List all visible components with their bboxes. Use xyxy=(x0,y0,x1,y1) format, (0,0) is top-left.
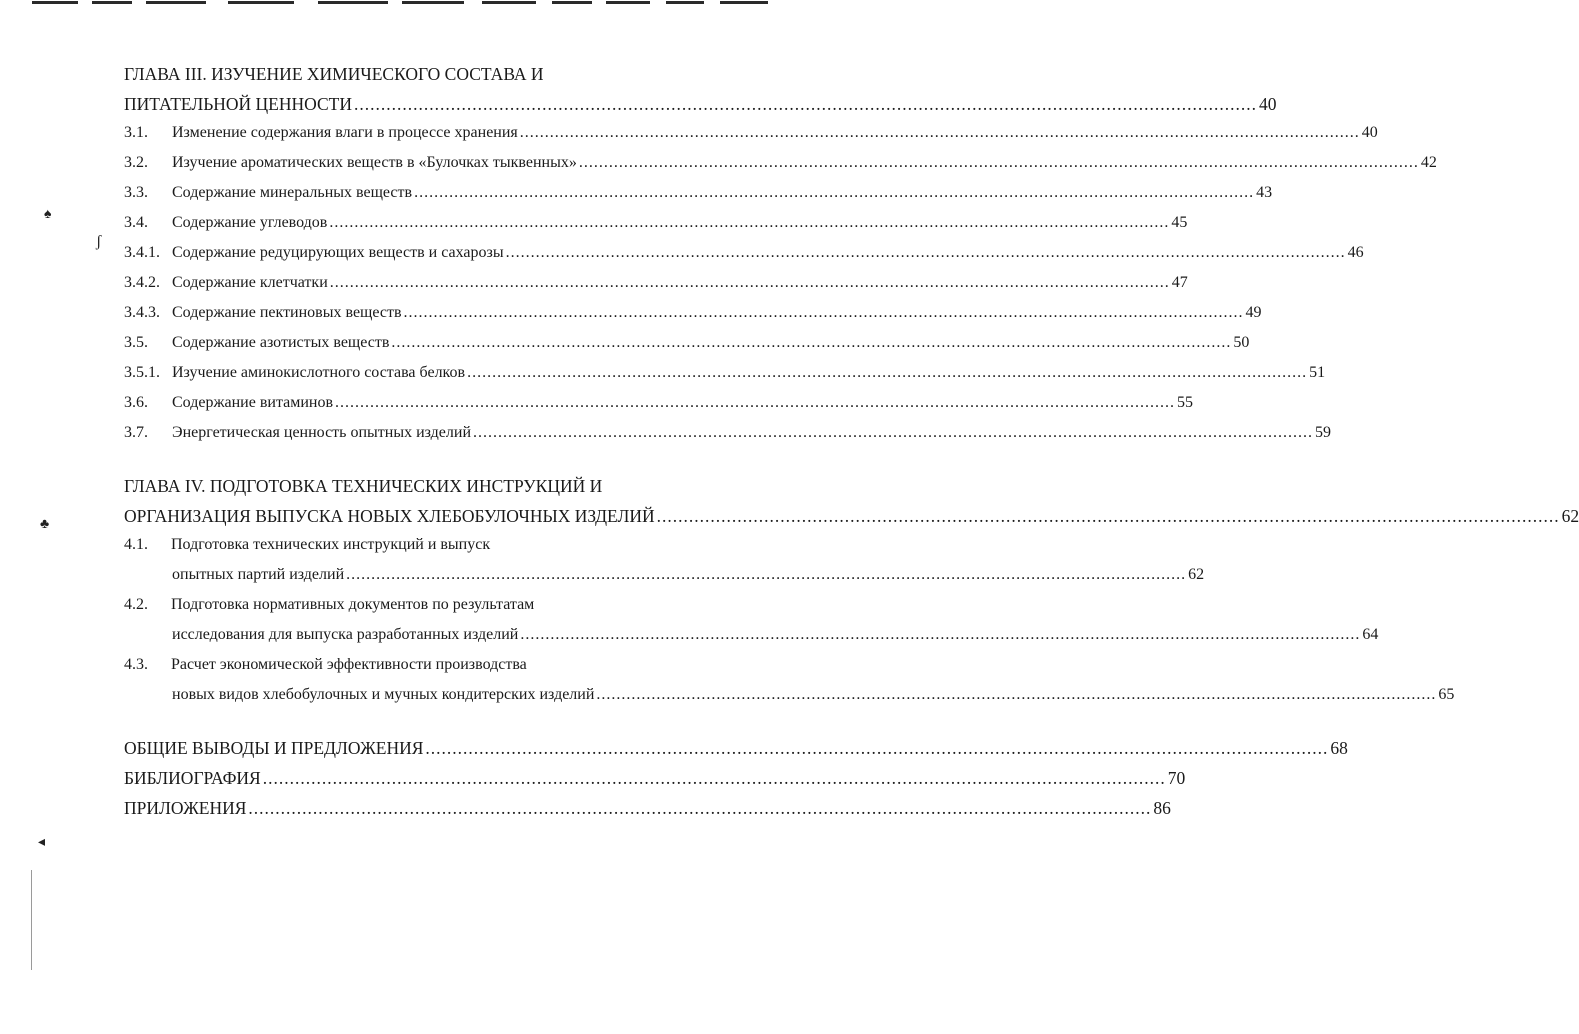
toc-item: 3.6. Содержание витаминов ..... 55 xyxy=(124,394,716,424)
page-number: 62 xyxy=(1561,506,1579,526)
scan-edge-artifact xyxy=(0,0,799,6)
toc-section-appendices: ПРИЛОЖЕНИЯ ..... 86 xyxy=(124,798,716,828)
chapter-3-heading-line2: ПИТАТЕЛЬНОЙ ЦЕННОСТИ ..... 40 xyxy=(124,94,716,124)
toc-item: 3.4. Содержание углеводов ..... 45 xyxy=(124,214,716,244)
toc-item: 3.4.3. Содержание пектиновых веществ ..... 49 xyxy=(124,304,716,334)
dot-leader xyxy=(657,506,1560,527)
toc-item: 3.2. Изучение ароматических веществ в «Булочках тыквенных» ..... 42 xyxy=(124,154,716,184)
toc-item: 3.4.1. Содержание редуцирующих веществ и сахарозы ..... 46 xyxy=(124,244,716,274)
scan-speck: ♣ xyxy=(40,517,50,532)
toc-item: 3.7. Энергетическая ценность опытных изделий ..... 59 xyxy=(124,424,716,454)
scan-speck: ʃ xyxy=(96,233,102,250)
scan-speck: ♠ xyxy=(44,207,52,222)
toc-item: 4.3. Расчет экономической эффективности производства xyxy=(124,656,527,673)
toc-section-bibliography: БИБЛИОГРАФИЯ ..... 70 xyxy=(124,768,716,798)
table-of-contents xyxy=(124,64,1579,828)
toc-item: 4.2. Подготовка нормативных документов по результатам xyxy=(124,596,535,613)
toc-item-continuation: новых видов хлебобулочных и мучных кондитерских изделий ..... 65 xyxy=(124,686,716,716)
chapter-4-items xyxy=(124,536,1455,716)
page-number: 40 xyxy=(1259,94,1277,114)
toc-item: 3.5. Содержание азотистых веществ ..... 50 xyxy=(124,334,716,364)
scan-margin-line xyxy=(31,870,32,970)
scan-speck: ◂ xyxy=(38,835,46,850)
toc-item: 3.4.2. Содержание клетчатки ..... 47 xyxy=(124,274,716,304)
toc-item: 3.5.1. Изучение аминокислотного состава белков ..... 51 xyxy=(124,364,716,394)
toc-item: 4.1. Подготовка технических инструкций и выпуск xyxy=(124,536,491,553)
toc-item: 3.3. Содержание минеральных веществ ..... 43 xyxy=(124,184,716,214)
toc-item-continuation: исследования для выпуска разработанных изделий ..... 64 xyxy=(124,626,716,656)
chapter-4-heading-line2: ОРГАНИЗАЦИЯ ВЫПУСКА НОВЫХ ХЛЕБОБУЛОЧНЫХ ИЗДЕЛИЙ ..... 62 xyxy=(124,506,716,536)
toc-item: 3.1. Изменение содержания влаги в процессе хранения ..... 40 xyxy=(124,124,716,154)
dot-leader xyxy=(354,94,1257,115)
toc-item-continuation: опытных партий изделий ..... 62 xyxy=(124,566,716,596)
chapter-4-heading: ГЛАВА IV. ПОДГОТОВКА ТЕХНИЧЕСКИХ ИНСТРУКЦИЙ И xyxy=(124,476,603,496)
chapter-3-heading: ГЛАВА III. ИЗУЧЕНИЕ ХИМИЧЕСКОГО СОСТАВА И xyxy=(124,64,544,84)
toc-section-conclusions: ОБЩИЕ ВЫВОДЫ И ПРЕДЛОЖЕНИЯ ..... 68 xyxy=(124,738,716,768)
chapter-3-items xyxy=(124,124,1437,454)
final-sections xyxy=(124,738,1348,828)
